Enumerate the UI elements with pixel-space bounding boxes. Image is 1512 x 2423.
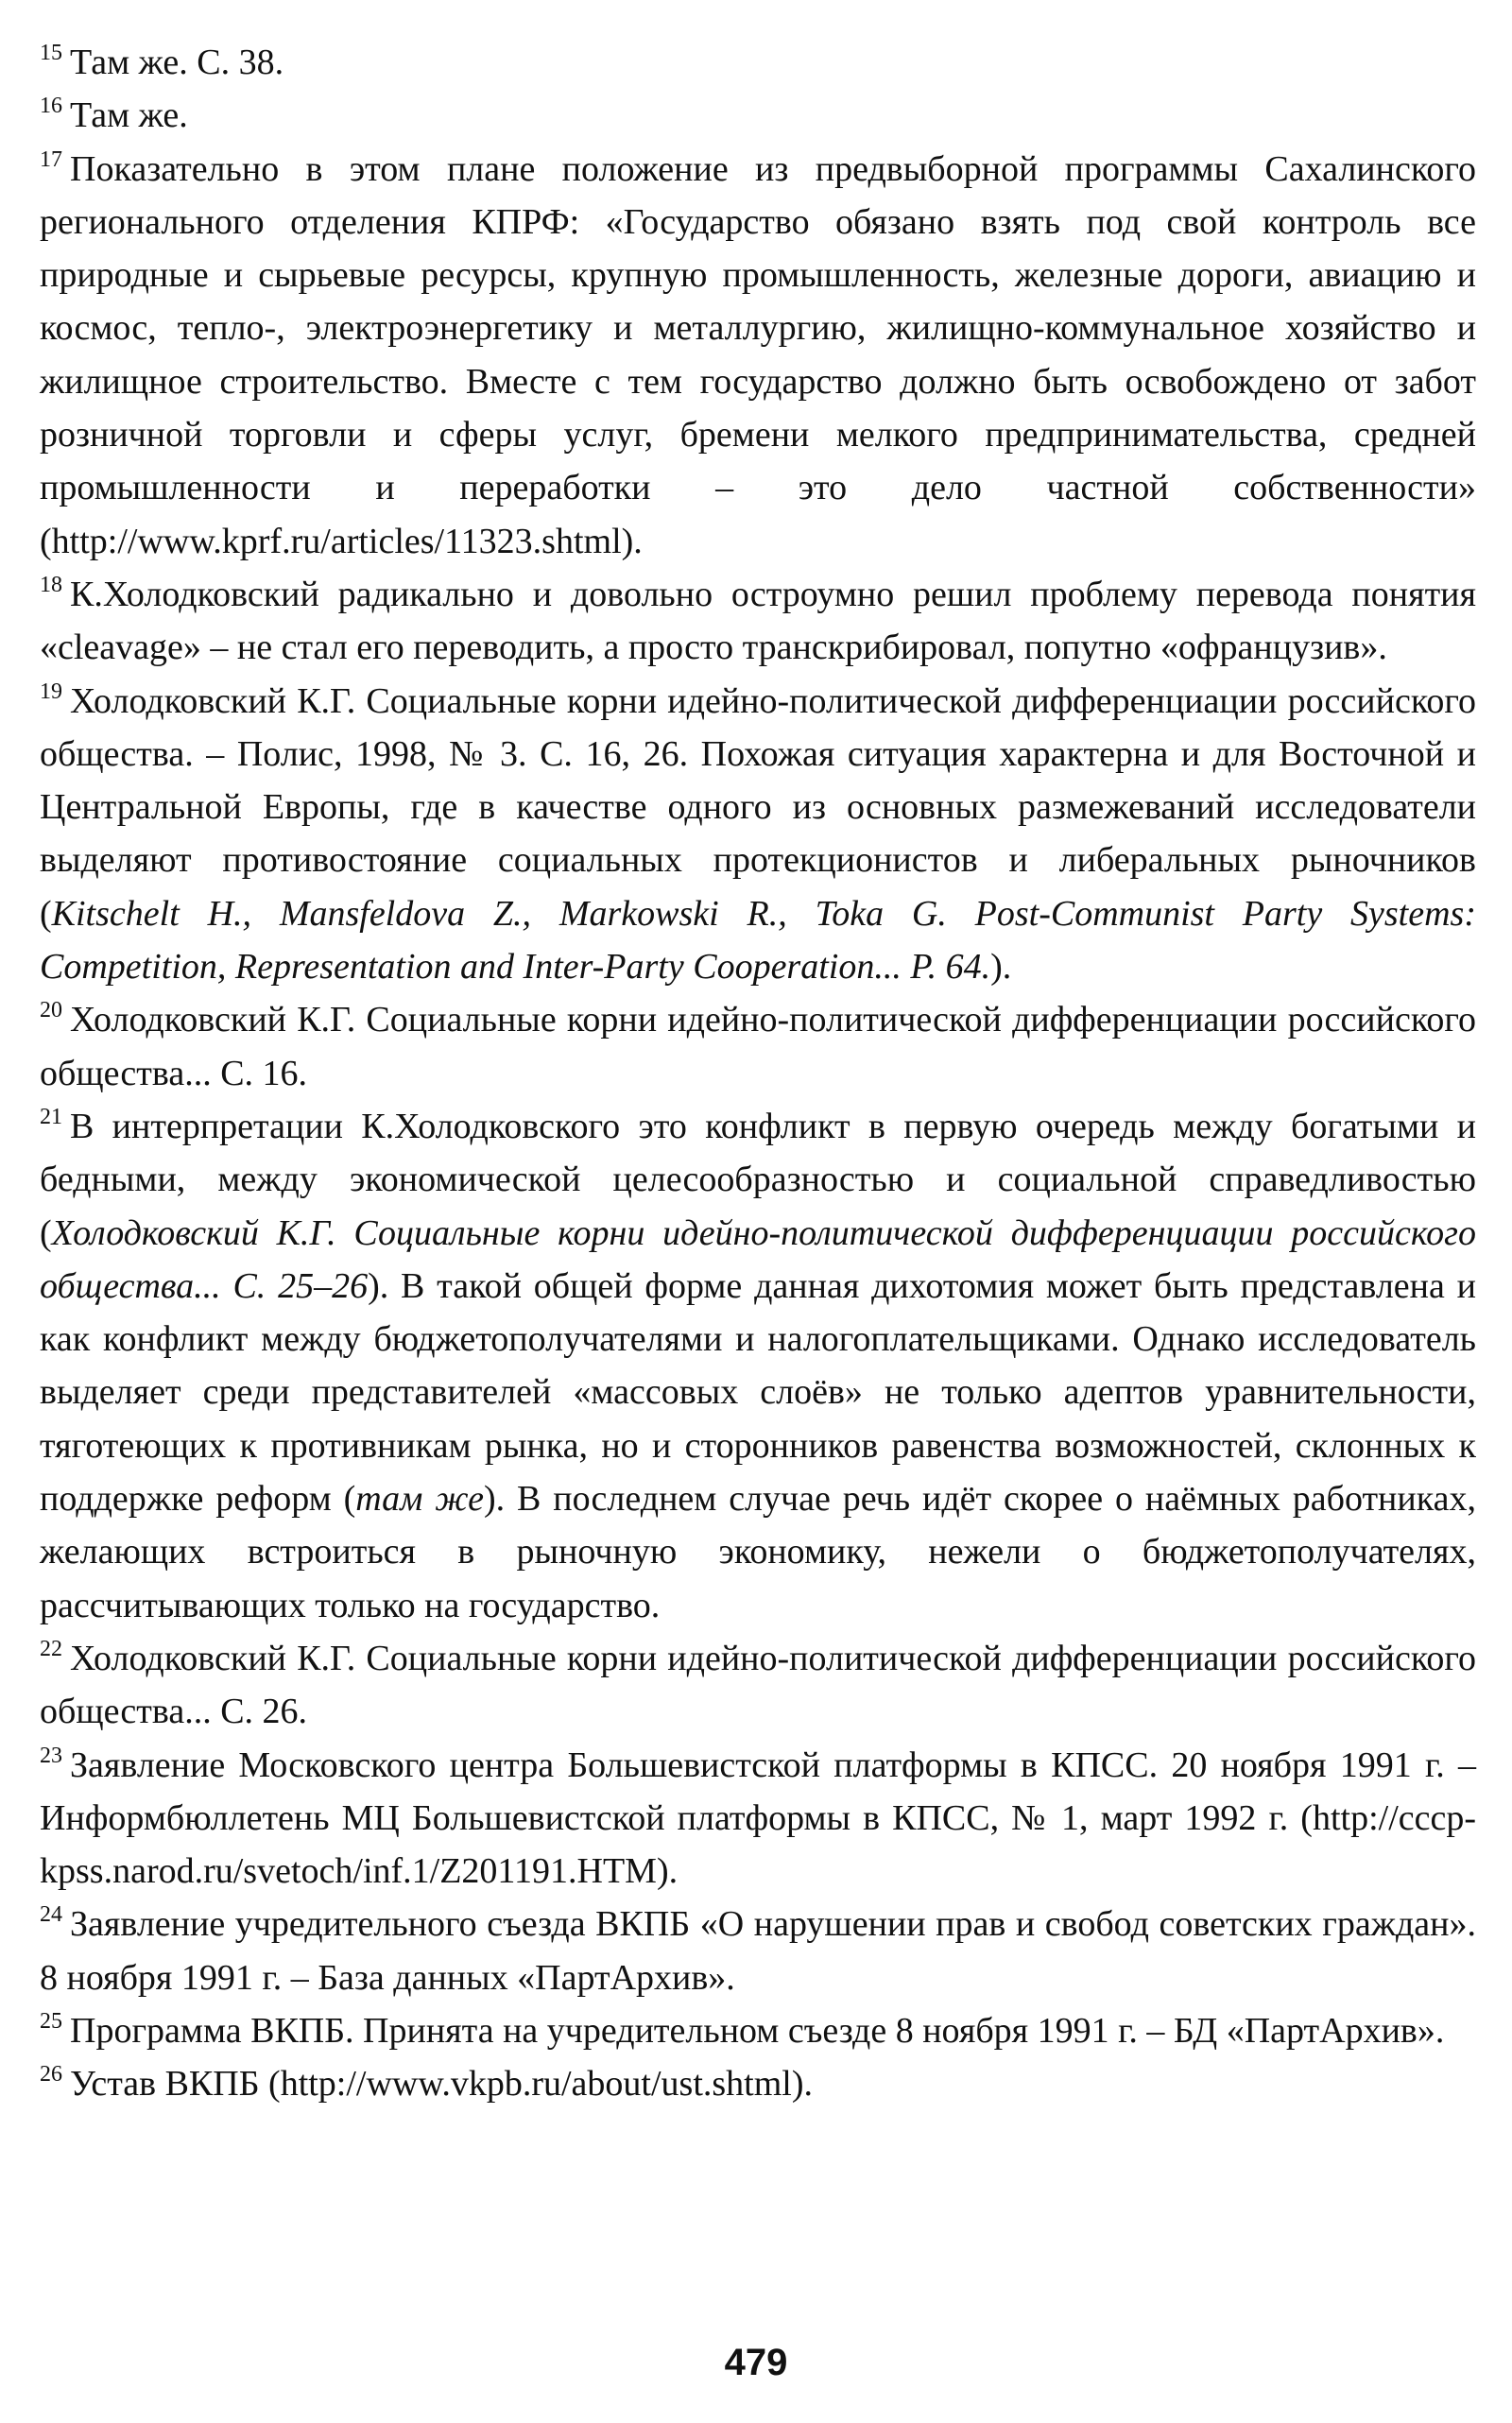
footnote-number: 17: [40, 146, 62, 172]
footnotes-block: [40, 36, 1476, 2111]
footnote-25: [40, 2004, 1476, 2057]
footnote-number: 21: [40, 1104, 62, 1129]
footnote-text: Холодковский К.Г. Социальные корни идейно-политической дифференциации российского общества... С. 16.: [40, 1000, 1476, 1093]
footnote-22: [40, 1632, 1476, 1739]
footnote-text: Показательно в этом плане положение из предвыборной программы Сахалинского регионального отделения КПРФ: «Государство обязано взять под свой контроль все природные и сырьевые ресурсы, крупную промышленность, железные дороги, авиацию и космос, тепло-, электроэнергетику и металлургию, жилищно-коммунальное хозяйство и жилищное строительство. Вместе с тем государство должно быть освобождено от забот розничной торговли и сферы услуг, бремени мелкого предпринимательства, средней промышленности и переработки – это дело частной собственности» (http://www.kprf.ru/articles/11323.shtml).: [40, 148, 1476, 561]
footnote-text: Холодковский К.Г. Социальные корни идейно-политической дифференциации российского общества... С. 26.: [40, 1638, 1476, 1732]
footnote-citation-italic: Холодковский К.Г. Социальные корни идейно-политической дифференциации российского общества... С. 25–26: [40, 1212, 1476, 1306]
footnote-number: 26: [40, 2062, 62, 2088]
footnote-text: ). В последнем случае речь идёт скорее о наёмных работниках, желающих встроиться в рыночную экономику, нежели о бюджетополучателях, рассчитывающих только на государство.: [40, 1479, 1476, 1625]
footnote-19: [40, 675, 1476, 994]
footnote-23: [40, 1739, 1476, 1899]
footnote-21: [40, 1100, 1476, 1632]
footnote-number: 15: [40, 41, 62, 65]
footnote-number: 24: [40, 1902, 62, 1928]
footnote-18: [40, 568, 1476, 675]
footnote-citation-italic: Kitschelt H., Mansfeldova Z., Markowski R., Toka G. Post-Communist Party Systems: Competition, Representation and Inter-Party Cooperation... P. 64.: [40, 893, 1476, 988]
footnote-text: ).: [990, 947, 1012, 988]
footnote-17: [40, 143, 1476, 568]
footnote-number: 23: [40, 1743, 62, 1768]
footnote-number: 22: [40, 1636, 62, 1661]
footnote-number: 25: [40, 2008, 62, 2034]
footnote-text: Холодковский К.Г. Социальные корни идейно-политической дифференциации российского общества. – Полис, 1998, № 3. С. 16, 26. Похожая ситуация характерна и для Восточной и Центральной Европы, где в качестве одного из основных размежеваний исследователи выделяют противостояние социальных протекционистов и либеральных рыночников (: [40, 680, 1476, 934]
footnote-text: Устав ВКПБ (http://www.vkpb.ru/about/ust.shtml).: [70, 2064, 813, 2105]
footnote-24: [40, 1898, 1476, 2004]
footnote-15: [40, 36, 1476, 89]
footnote-number: 19: [40, 679, 62, 704]
footnote-text: Там же. С. 38.: [70, 43, 284, 82]
page-number: 479: [724, 2342, 788, 2383]
footnote-text: ). В такой общей форме данная дихотомия может быть представлена и как конфликт между бюджетополучателями и налогоплательщиками. Однако исследователь выделяет среди представителей «массовых слоёв» не только адептов уравнительности, тяготеющих к противникам рынка, но и сторонников равенства возможностей, склонных к поддержке реформ (: [40, 1265, 1476, 1520]
footnote-number: 20: [40, 998, 62, 1023]
footnote-text: К.Холодковский радикально и довольно остроумно решил проблему перевода понятия «cleavage» – не стал его переводить, а просто транскрибировал, попутно «офранцузив».: [40, 574, 1476, 668]
footnote-26: [40, 2057, 1476, 2110]
footnote-16: [40, 89, 1476, 142]
footnote-number: 18: [40, 572, 62, 597]
footnote-text: Заявление Московского центра Большевистской платформы в КПСС. 20 ноября 1991 г. – Информбюллетень МЦ Большевистской платформы в КПСС, № 1, март 1992 г. (http://cccp-kpss.narod.ru/svetoch/inf.1/Z201191.HTM).: [40, 1744, 1476, 1892]
footnote-text: Там же.: [70, 95, 188, 136]
footnote-text: В интерпретации К.Холодковского это конфликт в первую очередь между богатыми и бедными, между экономической целесообразностью и социальной справедливостью (: [40, 1106, 1476, 1253]
footnote-text: Программа ВКПБ. Принята на учредительном съезде 8 ноября 1991 г. – БД «ПартАрхив».: [70, 2010, 1445, 2051]
footnote-20: [40, 993, 1476, 1100]
footnote-number: 16: [40, 94, 62, 119]
footnote-text: Заявление учредительного съезда ВКПБ «О нарушении прав и свобод советских граждан». 8 ноября 1991 г. – База данных «ПартАрхив».: [40, 1904, 1476, 1998]
footnote-citation-italic: там же: [355, 1479, 484, 1520]
